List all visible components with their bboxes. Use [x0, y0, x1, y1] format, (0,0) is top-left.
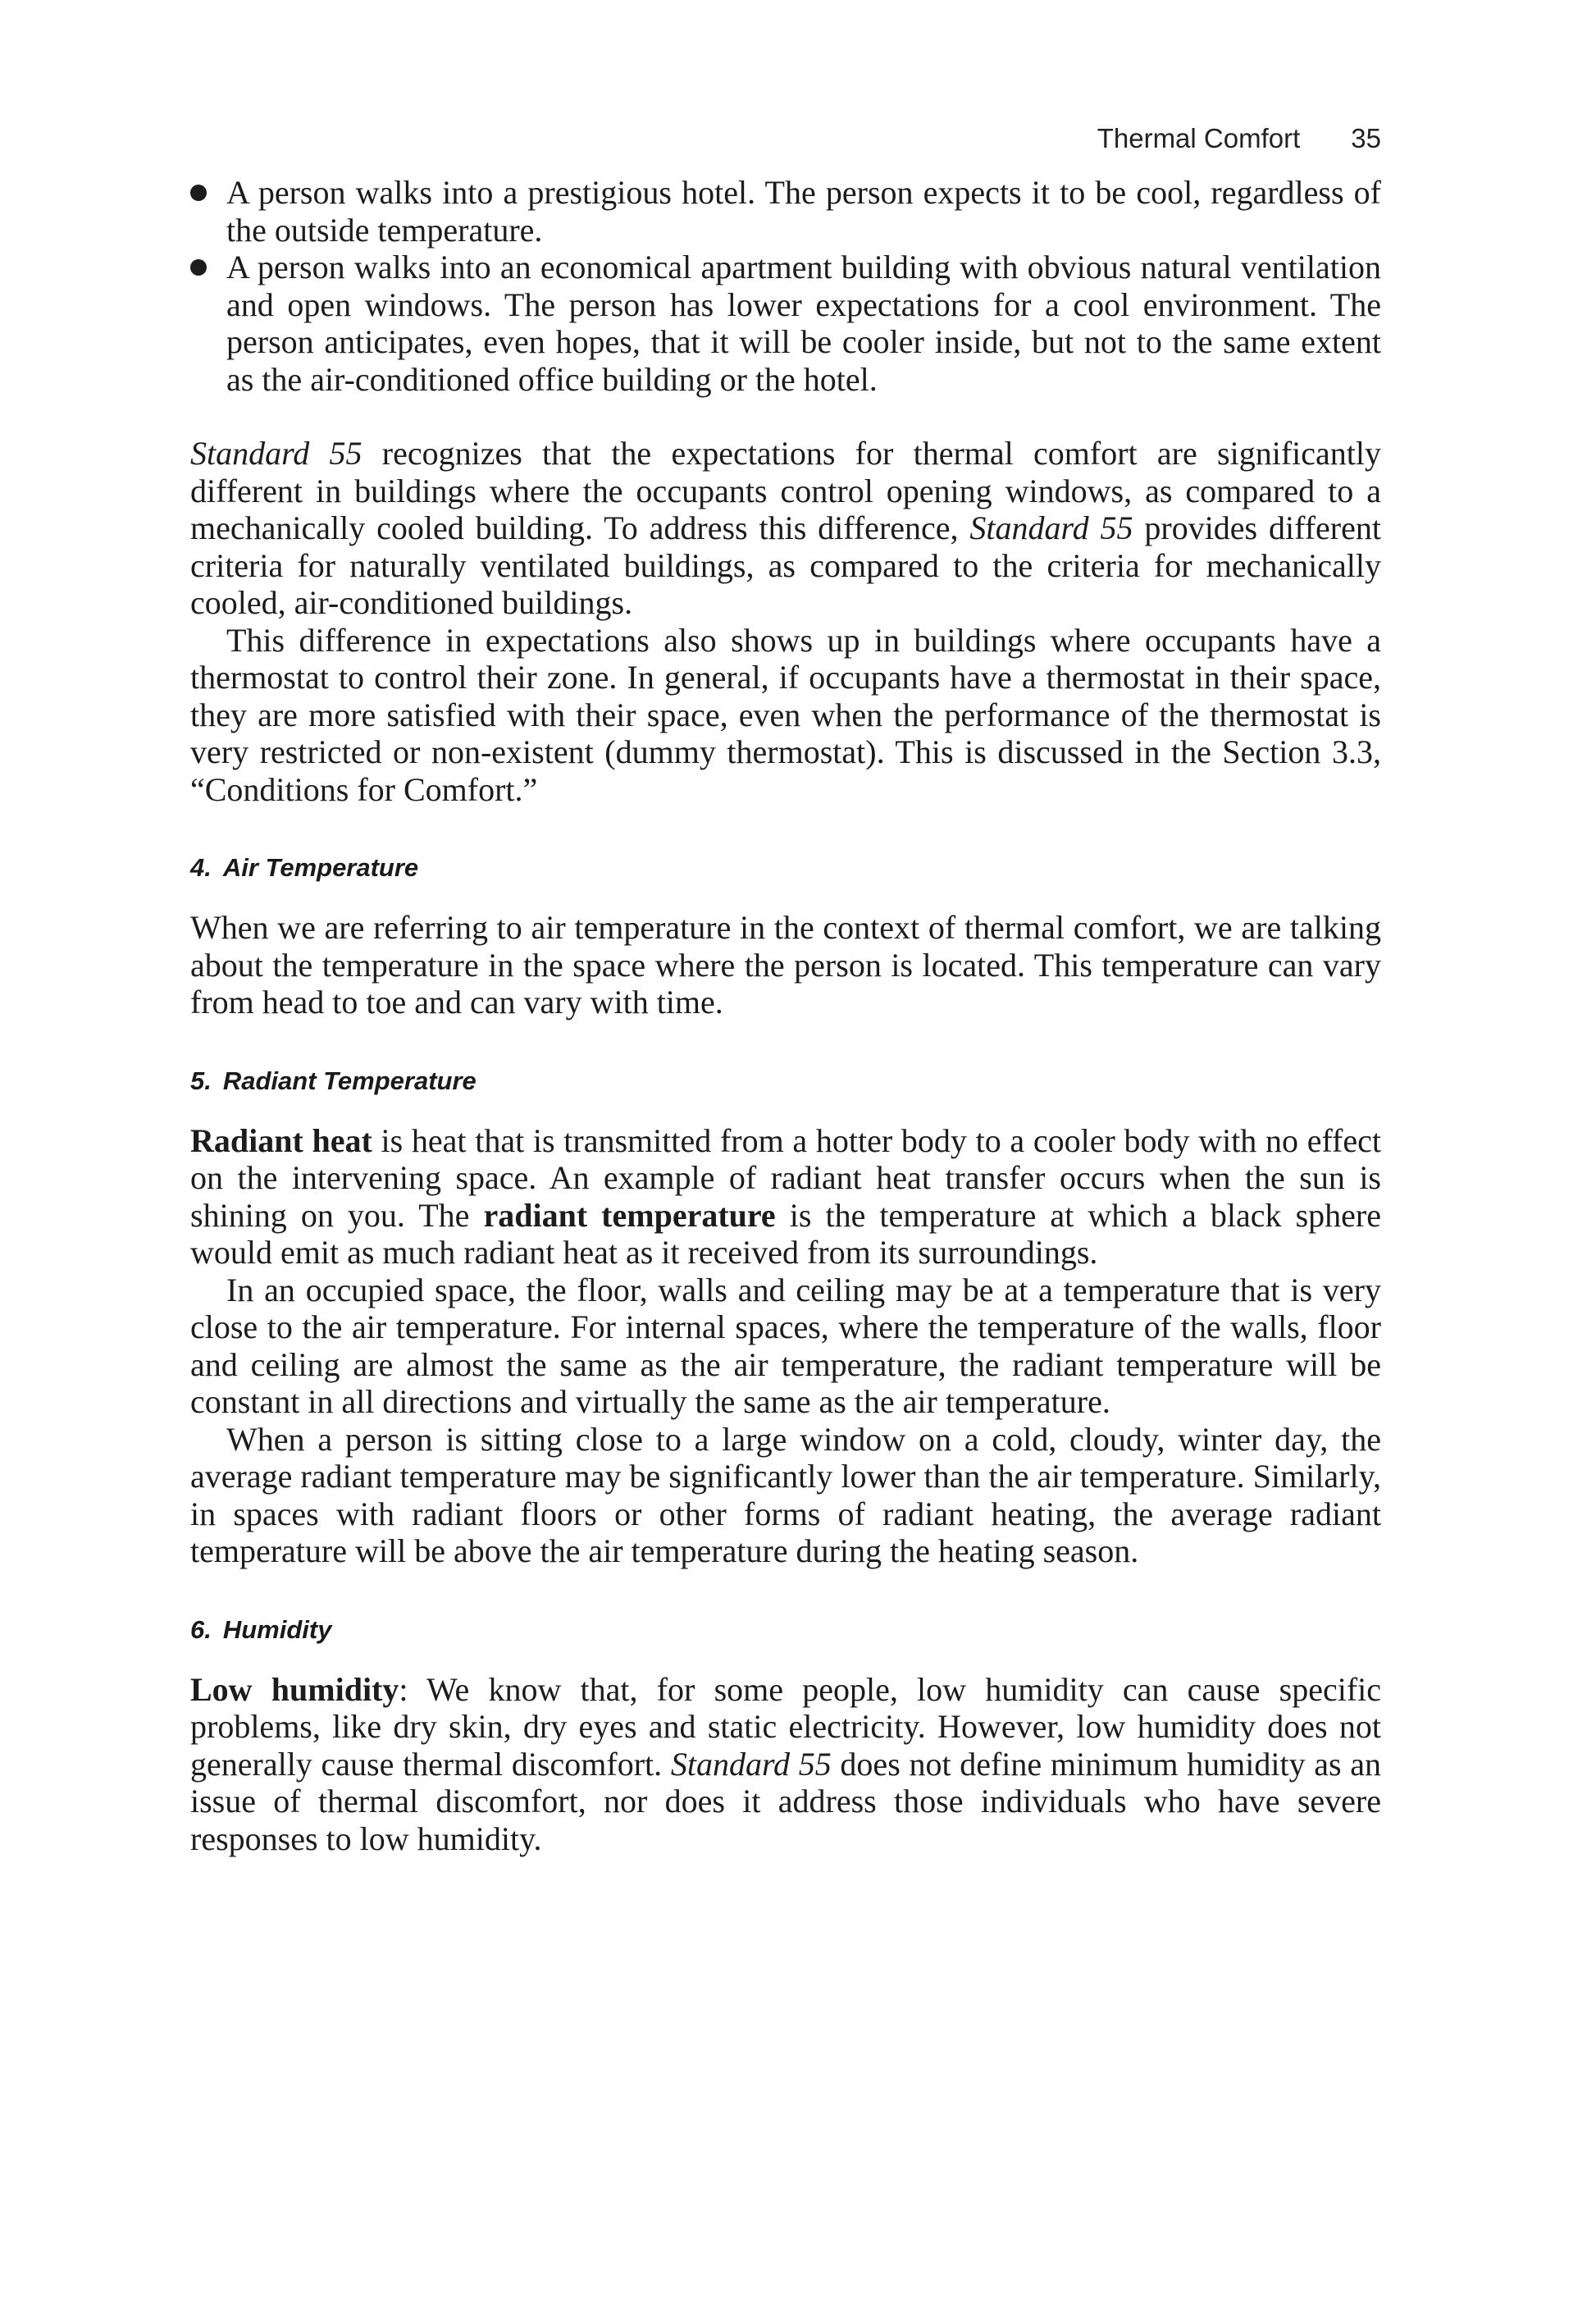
bullet-item	[190, 174, 1381, 249]
section-number: 4.	[190, 853, 212, 882]
running-title: Thermal Comfort	[1097, 123, 1301, 153]
paragraph-standard-55	[190, 435, 1381, 622]
section-title: Radiant Temperature	[222, 1066, 477, 1095]
paragraph-radiant-heat	[190, 1122, 1381, 1272]
term-radiant-temperature: radiant temperature	[483, 1196, 776, 1234]
bullet-dot-icon	[190, 185, 207, 201]
standard-reference: Standard 55	[969, 509, 1133, 546]
section-heading-radiant-temperature	[190, 1065, 1381, 1098]
section-title: Humidity	[222, 1614, 332, 1644]
book-page	[190, 123, 1381, 1857]
paragraph-text: : We know that, for some people, low humidity can cause specific problems, like dry skin, dry eyes and static electricity. However, low humidity does not generally cause thermal discomfort.	[190, 1670, 1382, 1783]
bullet-item	[190, 249, 1381, 398]
paragraph-text: recognizes that the expectations for thermal comfort are significantly different in buildings where the occupants control opening windows, as compared to a mechanically cooled building. To address this difference,	[190, 435, 1381, 546]
standard-reference: Standard 55	[670, 1745, 832, 1783]
paragraph-text: is the temperature at which a black sphere would emit as much radiant heat as it received from its surroundings.	[190, 1196, 1381, 1271]
running-header	[190, 123, 1381, 174]
body-text	[190, 174, 1381, 1857]
paragraph-large-window: When a person is sitting close to a large window on a cold, cloudy, winter day, the average radiant temperature may be significantly lower than the air temperature. Similarly, in spaces with radiant floors or other forms of radiant heating, the average radiant temperature will be above the air temperature during the heating season.	[190, 1420, 1381, 1569]
paragraph-low-humidity	[190, 1671, 1381, 1858]
term-low-humidity: Low humidity	[190, 1670, 399, 1708]
standard-reference: Standard 55	[190, 435, 363, 472]
paragraph-air-temperature: When we are referring to air temperature in the context of thermal comfort, we are talking about the temperature in the space where the person is located. This temperature can vary from head to toe and can vary with time.	[190, 909, 1381, 1020]
bullet-dot-icon	[190, 259, 207, 276]
bullet-text: A person walks into an economical apartment building with obvious natural ventilation and open windows. The person has lower expectations for a cool environment. The person anticipates, even hopes, that it will be cooler inside, but not to the same extent as the air-conditioned office building or the hotel.	[226, 249, 1381, 398]
term-radiant-heat: Radiant heat	[190, 1121, 372, 1159]
paragraph-occupied-space: In an occupied space, the floor, walls and ceiling may be at a temperature that is very close to the air temperature. For internal spaces, where the temperature of the walls, floor and ceiling are almost the same as the air temperature, the radiant temperature will be constant in all directions and virtually the same as the air temperature.	[190, 1271, 1381, 1420]
section-heading-humidity	[190, 1614, 1381, 1646]
paragraph-text: does not define minimum humidity as an issue of thermal discomfort, nor does it address those individuals who have severe responses to low humidity.	[190, 1745, 1382, 1857]
paragraph-text: is heat that is transmitted from a hotter body to a cooler body with no effect on the intervening space. An example of radiant heat transfer occurs when the sun is shining on you. The	[190, 1121, 1381, 1234]
bullet-list	[190, 174, 1381, 398]
paragraph-thermostat: This difference in expectations also shows up in buildings where occupants have a thermostat to control their zone. In general, if occupants have a thermostat in their space, they are more satisfied with their space, even when the performance of the thermostat is very restricted or non-existent (dummy thermostat). This is discussed in the Section 3.3, “Conditions for Comfort.”	[190, 621, 1381, 808]
section-title: Air Temperature	[222, 853, 419, 882]
section-heading-air-temperature	[190, 852, 1381, 884]
section-number: 5.	[190, 1066, 212, 1095]
section-number: 6.	[190, 1614, 212, 1644]
page-number: 35	[1351, 123, 1381, 153]
bullet-text: A person walks into a prestigious hotel. The person expects it to be cool, regardless of the outside temperature.	[226, 174, 1381, 249]
paragraph-text: provides different criteria for naturally ventilated buildings, as compared to the criteria for mechanically cooled, air-conditioned buildings.	[190, 509, 1381, 621]
